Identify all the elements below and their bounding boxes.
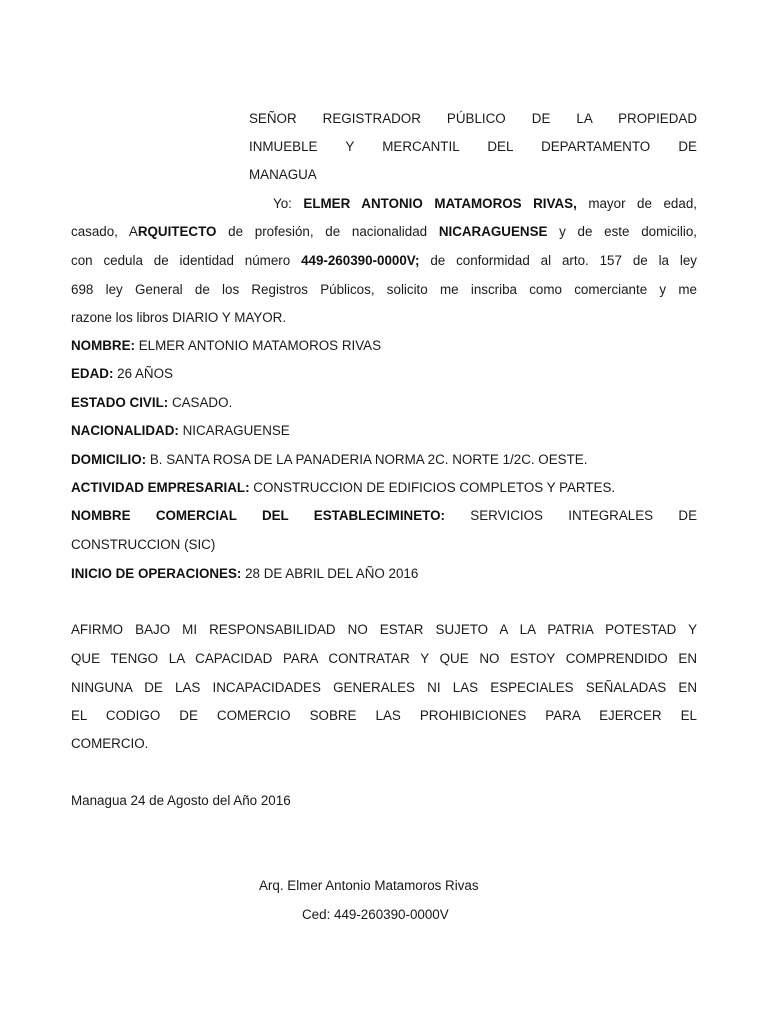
field-inicio	[71, 566, 697, 582]
field-label: ESTADO CIVIL:	[71, 395, 169, 410]
intro-text: Yo:	[273, 196, 304, 211]
id-number: 449-260390-0000V;	[301, 253, 420, 268]
field-label: ACTIVIDAD EMPRESARIAL:	[71, 480, 250, 495]
signature-name: Arq. Elmer Antonio Matamoros Rivas	[259, 878, 479, 893]
field-nombre	[71, 338, 697, 354]
intro-text: casado, A	[71, 224, 138, 239]
field-label: NOMBRE:	[71, 338, 135, 353]
address-line-3: MANAGUA	[249, 167, 317, 182]
affirm-line-3: NINGUNA DE LAS INCAPACIDADES GENERALES NI LAS ESPECIALES SEÑALADAS EN	[71, 680, 697, 695]
field-label: INICIO DE OPERACIONES:	[71, 566, 242, 581]
field-label: NACIONALIDAD:	[71, 423, 179, 438]
field-estado-civil	[71, 395, 697, 411]
field-value: NICARAGUENSE	[178, 423, 290, 438]
applicant-name: ELMER ANTONIO MATAMOROS RIVAS,	[303, 196, 577, 211]
intro-line-2	[71, 224, 697, 240]
intro-line-3	[71, 253, 697, 269]
field-value: SERVICIOS INTEGRALES DE	[444, 508, 697, 523]
field-domicilio	[71, 452, 697, 468]
field-value: ELMER ANTONIO MATAMOROS RIVAS	[134, 338, 382, 353]
field-label: EDAD:	[71, 366, 114, 381]
intro-line-1	[273, 196, 697, 212]
intro-line-4: 698 ley General de los Registros Públicos, solicito me inscriba como comerciante y me	[71, 282, 697, 297]
field-value: CONSTRUCCION DE EDIFICIOS COMPLETOS Y PARTES.	[249, 480, 616, 495]
nationality: NICARAGUENSE	[438, 224, 548, 239]
intro-text: de conformidad al arto. 157 de la ley	[419, 253, 697, 268]
affirm-line-2: QUE TENGO LA CAPACIDAD PARA CONTRATAR Y QUE NO ESTOY COMPRENDIDO EN	[71, 651, 697, 666]
intro-line-5: razone los libros DIARIO Y MAYOR.	[71, 310, 287, 325]
field-value: B. SANTA ROSA DE LA PANADERIA NORMA 2C. NORTE 1/2C. OESTE.	[146, 452, 588, 467]
affirm-line-1: AFIRMO BAJO MI RESPONSABILIDAD NO ESTAR SUJETO A LA PATRIA POTESTAD Y	[71, 622, 697, 637]
intro-text: de profesión, de nacionalidad	[216, 224, 439, 239]
field-edad	[71, 366, 697, 382]
profession: RQUITECTO	[137, 224, 217, 239]
signature-id: Ced: 449-260390-0000V	[302, 907, 449, 922]
field-nombre-comercial-cont: CONSTRUCCION (SIC)	[71, 537, 216, 552]
field-actividad	[71, 480, 697, 496]
field-label: NOMBRE COMERCIAL DEL ESTABLECIMINETO:	[71, 508, 445, 523]
field-value: 28 DE ABRIL DEL AÑO 2016	[241, 566, 419, 581]
affirm-line-5: COMERCIO.	[71, 736, 149, 751]
field-label: DOMICILIO:	[71, 452, 147, 467]
field-nacionalidad	[71, 423, 697, 439]
address-line-2: INMUEBLE Y MERCANTIL DEL DEPARTAMENTO DE	[249, 139, 697, 154]
intro-text: con cedula de identidad número	[71, 253, 302, 268]
intro-text: mayor de edad,	[576, 196, 697, 211]
field-value: 26 AÑOS	[113, 366, 173, 381]
affirm-line-4: EL CODIGO DE COMERCIO SOBRE LAS PROHIBICIONES PARA EJERCER EL	[71, 708, 697, 723]
field-nombre-comercial	[71, 508, 697, 524]
field-value: CASADO.	[168, 395, 233, 410]
intro-text: y de este domicilio,	[547, 224, 698, 239]
date-line: Managua 24 de Agosto del Año 2016	[71, 793, 291, 808]
address-line-1: SEÑOR REGISTRADOR PÚBLICO DE LA PROPIEDAD	[249, 111, 697, 126]
